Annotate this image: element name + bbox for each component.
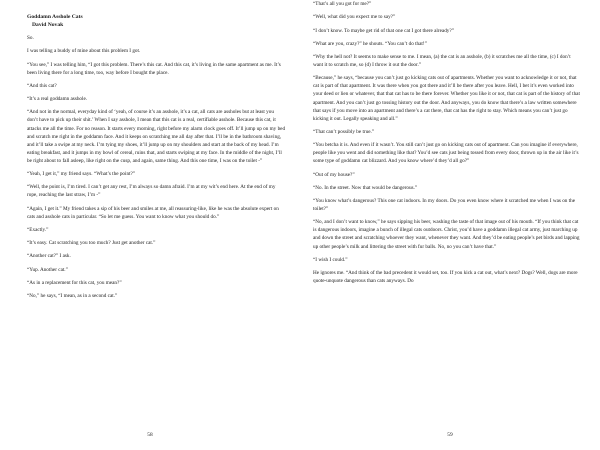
paragraph: So.: [27, 35, 34, 42]
paragraph: “As in a replacement for this cat, you mean?”: [27, 279, 122, 286]
page-number-left: 58: [147, 432, 153, 438]
right-page: [300, 0, 600, 450]
paragraph: “That can’t possibly be true.”: [313, 128, 375, 135]
paragraph: “Yeah, I get it,” my friend says. “What’s the point?”: [27, 171, 136, 178]
paragraph: “Yup. Another cat.”: [27, 266, 68, 273]
left-page-text: [27, 34, 286, 300]
paragraph: “It’s easy. Cat scratching you too much? Just get another cat.”: [27, 240, 156, 247]
paragraph: “And this cat?: [27, 82, 57, 89]
paragraph: “You know what’s dangerous? This one cat indoors. In my doors. Do you even know where it scratched me when I was on the toilet?”: [313, 198, 576, 213]
paragraph: “No. In the street. Now that would be dangerous.”: [313, 184, 418, 191]
paragraph: “You see,” I was telling him, “I got this problem. There’s this cat. And this cat, it’s living in the same apartment as me. It’s been living there for a long time, too, way before I bought the place.: [27, 61, 281, 76]
paragraph: “Why the hell not? It seems to make sense to me. I mean, (a) the cat is an asshole, (b) it scratches me all the time, (c) I don’t want it to scratch me, so (d) I throw it out the door.”: [313, 54, 571, 69]
paragraph: “I wish I could.”: [313, 256, 348, 263]
story-title: Goddamn Asshole Cats: [27, 14, 83, 20]
paragraph: “I don’t know. To maybe get rid of that one cat I got there already?”: [313, 27, 454, 34]
paragraph: “Again, I get it.” My friend takes a sip of his beer and smiles at me, all reassuring-like, like he was the absolute expert on cats and asshole cats in particular. “So let me guess. You want to know what you should do.”: [27, 205, 279, 220]
paragraph: “Well, the point is, I’m tired. I can’t get any rest, I’m always so damn afraid. I’m at my wit’s end here. At the end of my rope, reaching the last straw, I’m -”: [27, 184, 276, 199]
paragraph: “And not in the normal, everyday kind of ‘yeah, of course it’s an asshole, it’s a cat, all cats are assholes but at least you don’t have to pick up their shit.’ When I say asshole, I mean that this cat is a real, certifiable asshole. Because this cat, it attacks me all the time. For no reason. It starts every morning, right before my alarm clock goes off. It’ll jump up on my bed and scratch me right in the goddamn face. And it keeps on scratching me all day after that. I’ll be in the bathroom shaving, and it’ll take a swipe at my neck. I’m tying my shoes, it’ll jump up on my shoulders and start at the back of my head. I’m eating breakfast, and it jumps in my bowl of cereal, ruins that, and starts swiping at my face. In the middle of the night, I’ll be right about to fall asleep, like right on the cusp, and again, same thing. And this one time, I was on the toilet -”: [27, 109, 286, 164]
paragraph: I was telling a buddy of mine about this problem I got.: [27, 48, 141, 55]
paragraph: “You betcha it is. And even if it wasn’t. You still can’t just go on kicking cats out of apartment. Can you imagine if everywhere, people like you went and did something like that? You’d see cats just being tossed from every door, thrown up in the air like it’s some type of goddamn cat blizzard. And you know where’d they’d all go?”: [313, 142, 579, 165]
page-number-right: 59: [447, 432, 453, 438]
paragraph: “It’s a real goddamn asshole.: [27, 96, 88, 103]
right-page-text: [313, 0, 580, 285]
paragraph: “Exactly.”: [27, 226, 49, 233]
story-heading: [27, 14, 286, 29]
paragraph: “Another cat?” I ask.: [27, 253, 71, 260]
paragraph: “No, and I don’t want to know,” he says sipping his beer, washing the taste of that image out of his mouth. “If you think that cat is dangerous indoors, imagine a bunch of illegal cats outdoors. Christ, you’d have a goddamn illegal cat army, just marching up and down the street and scratching whoever they want, whenever they want. And they’d be eating people’s pet birds and lapping up other people’s milk and littering the street with fur balls. No, no you can’t have that.”: [313, 219, 580, 250]
story-author: David Novak: [32, 21, 64, 28]
paragraph: “Well, what did you expect me to say?”: [313, 14, 396, 21]
paragraph: “What are you, crazy?” he shouts. “You can’t do that!”: [313, 40, 427, 47]
paragraph: “Because,” he says, “because you can’t just go kicking cats out of apartments. Whether you want to acknowledge it or not, that cat is part of that apartment. It was there when you got there and it’ll be there after you leave. Hell, I bet it’s even worked into your deed or lien or whatever, that that cat has to be there forever. Whether you like it or not, that cat is part of the history of that apartment. And you can’t just go tossing history out the door. And anyways, you do know that there’s a law written somewhere that says if you move into an apartment and there’s a cat there, that cat has the right to stay. Which means you can’t just go kicking it out. Legally speaking and all.”: [313, 75, 580, 122]
paragraph: He ignores me. “And think of the bad precedent it would set, too. If you kick a cat out, what’s next? Dogs? Well, dogs are more quote-unquote dangerous than cats anyways. Do: [313, 270, 578, 285]
paragraph: “That’s all you got for me?”: [313, 1, 372, 7]
paragraph: “No,” he says, “I mean, as in a second cat.”: [27, 293, 118, 300]
paragraph: “Out of my house?”: [313, 171, 355, 178]
